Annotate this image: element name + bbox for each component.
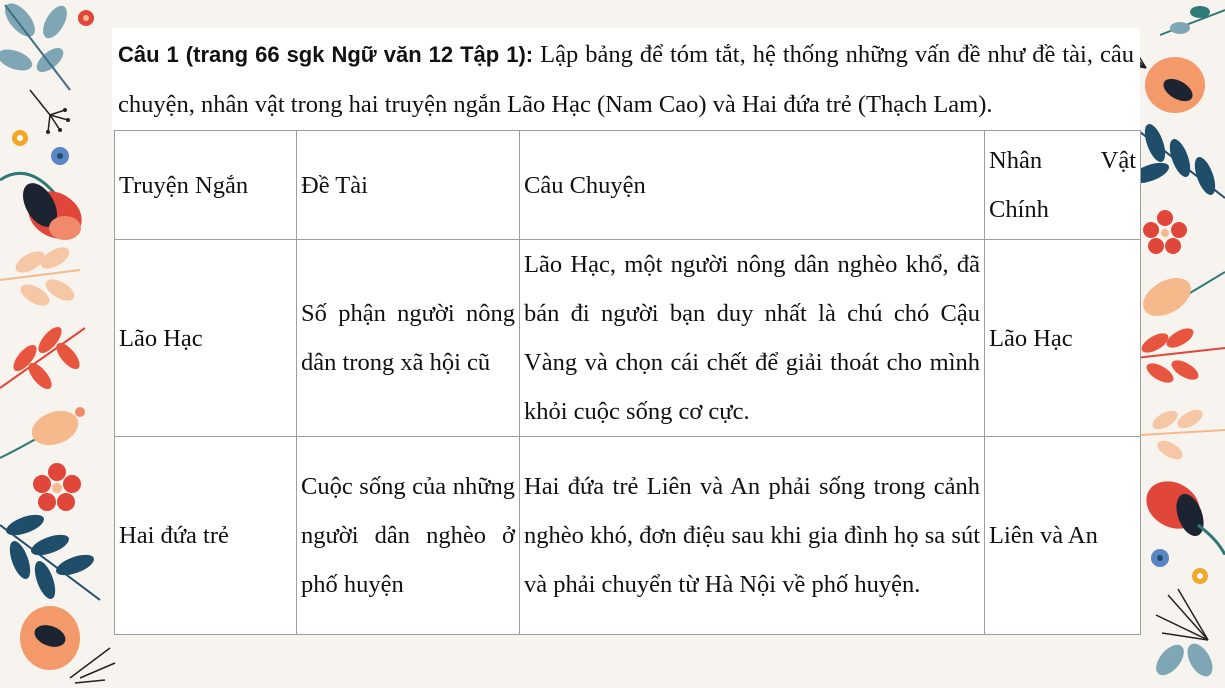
peach-leaves-left bbox=[0, 240, 90, 320]
question-lead: Câu 1 (trang 66 sgk Ngữ văn 12 Tập 1): bbox=[118, 42, 534, 67]
cell-story: Lão Hạc bbox=[115, 240, 297, 437]
red-leaf-branch-right bbox=[1135, 318, 1225, 398]
peach-bud-right bbox=[1135, 262, 1225, 322]
question-text bbox=[112, 28, 1140, 130]
question-body: Lập bảng để tóm tắt, hệ thống những vấn đề như đề tài, câu chuyện, nhân vật trong hai truyện ngắn Lão Hạc (Nam Cao) và Hai đứa trẻ (Thạch Lam). bbox=[118, 41, 1134, 118]
header-theme: Đề Tài bbox=[297, 131, 520, 240]
cell-plot: Lão Hạc, một người nông dân nghèo khổ, đã bán đi người bạn duy nhất là chú chó Cậu Vàng và chọn cái chết để giải thoát cho mình khỏi cuộc sống cơ cực. bbox=[520, 240, 985, 437]
header-character: Nhân Vật Chính bbox=[985, 131, 1141, 240]
leaf-cluster-bottom-right bbox=[1150, 630, 1225, 688]
cell-theme: Cuộc sống của những người dân nghèo ở phố huyện bbox=[297, 437, 520, 635]
orange-flower-bottom-left bbox=[10, 598, 120, 688]
red-leaf-branch-left bbox=[0, 318, 95, 398]
red-flower-right bbox=[1143, 210, 1188, 255]
cell-theme: Số phận người nông dân trong xã hội cũ bbox=[297, 240, 520, 437]
peach-leaves-right bbox=[1140, 405, 1225, 465]
header-plot: Câu Chuyện bbox=[520, 131, 985, 240]
table-row bbox=[115, 437, 1141, 635]
peach-bud-left bbox=[0, 398, 95, 468]
table-row bbox=[115, 240, 1141, 437]
cell-character: Lão Hạc bbox=[985, 240, 1141, 437]
cell-character: Liên và An bbox=[985, 437, 1141, 635]
slide-content bbox=[112, 28, 1140, 635]
table-header-row bbox=[115, 131, 1141, 240]
summary-table bbox=[114, 130, 1141, 635]
cell-plot: Hai đứa trẻ Liên và An phải sống trong cảnh nghèo khó, đơn điệu sau khi gia đình họ sa sút và phải chuyển từ Hà Nội về phố huyện. bbox=[520, 437, 985, 635]
leaf-sprig-top-right bbox=[1150, 0, 1225, 40]
orange-flower-top-right bbox=[1140, 50, 1210, 120]
cell-story: Hai đứa trẻ bbox=[115, 437, 297, 635]
header-story: Truyện Ngắn bbox=[115, 131, 297, 240]
